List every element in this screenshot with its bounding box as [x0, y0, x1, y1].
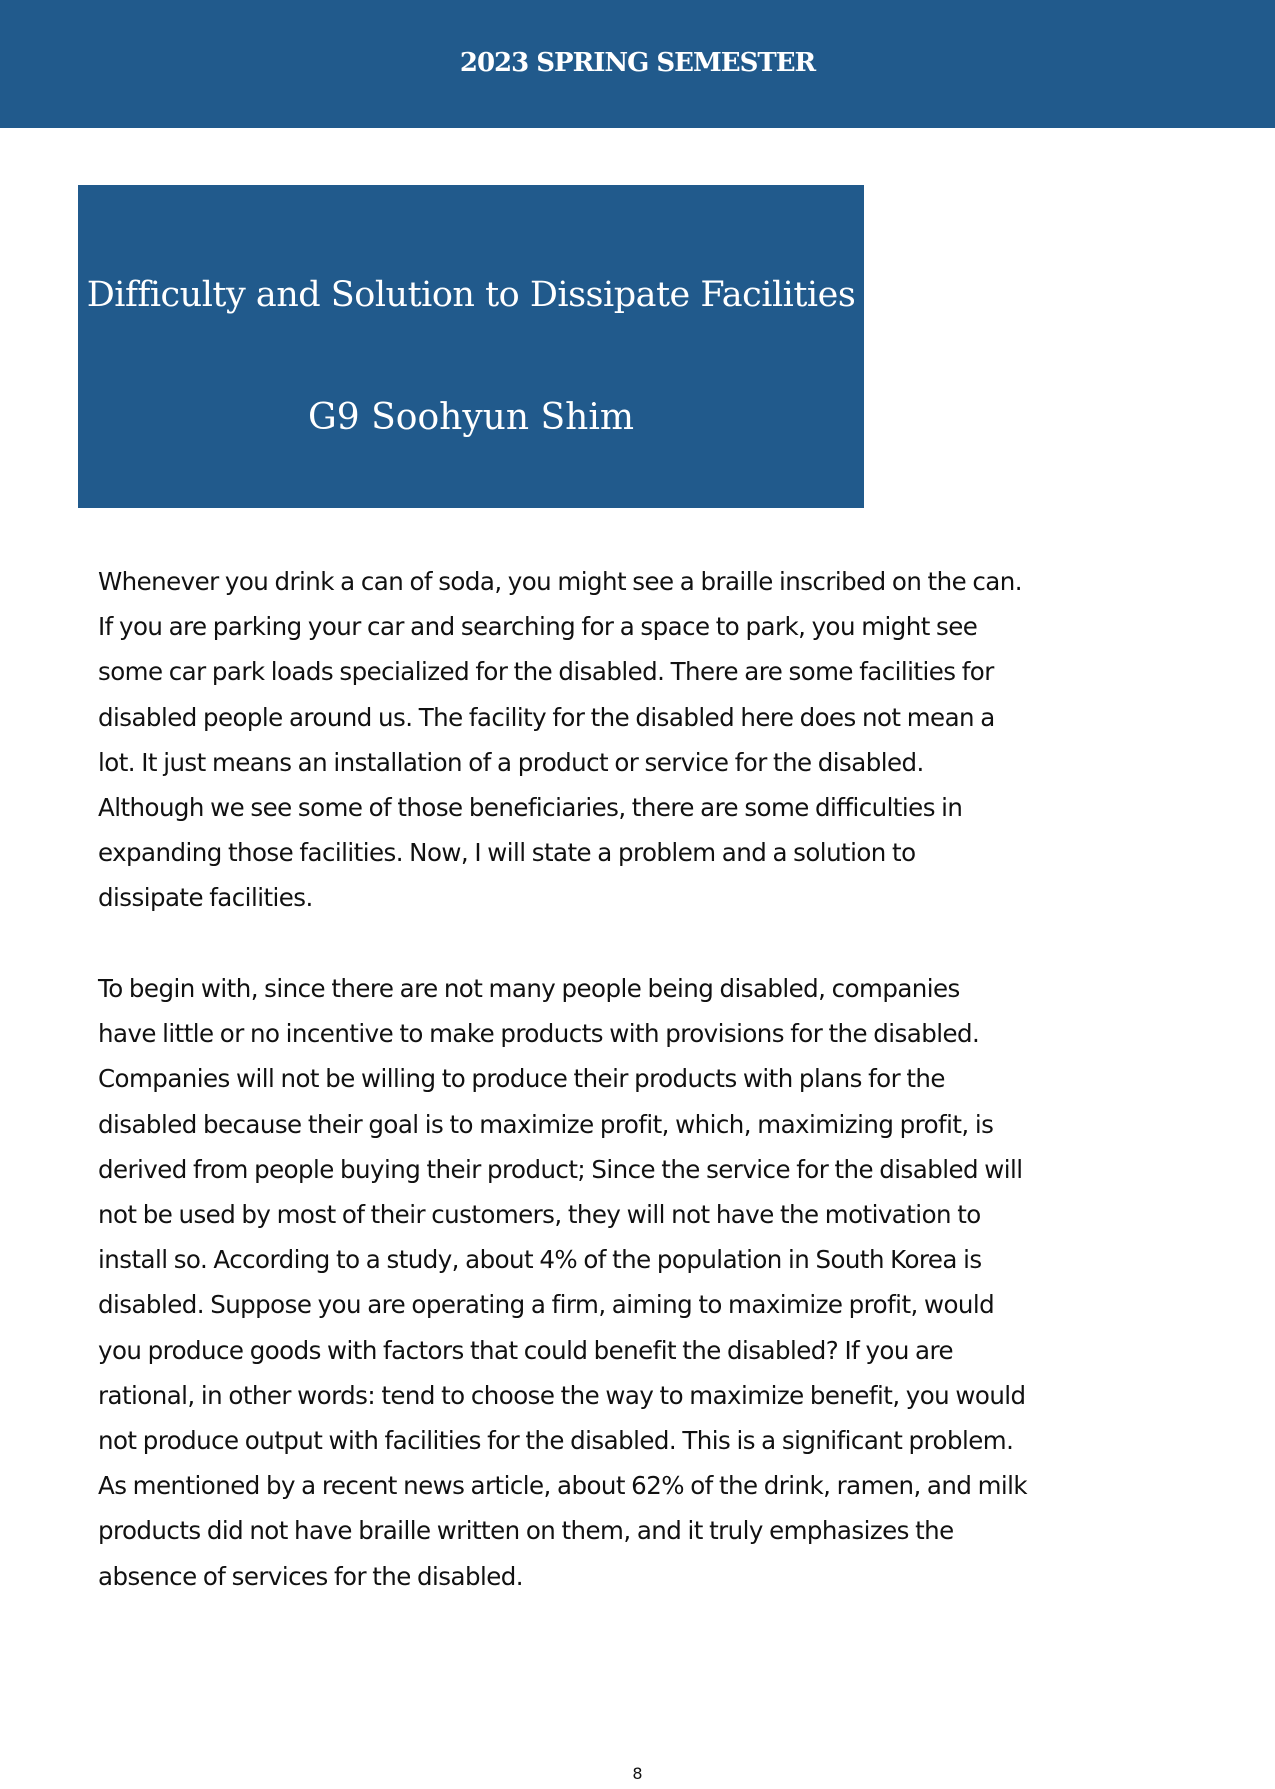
article-author: G9 Soohyun Shim [308, 397, 634, 438]
semester-heading: 2023 SPRING SEMESTER [459, 48, 816, 78]
article-title: Difficulty and Solution to Dissipate Facilities [86, 275, 856, 315]
top-banner [0, 0, 1275, 128]
title-box [78, 185, 864, 508]
page-number: 8 [632, 1764, 643, 1783]
problem-paragraph: To begin with, since there are not many people being disabled, companies have little or no incentive to make products with provisions for the disabled. Companies will not be willing to produce their products with plans for the disabled because their goal is to maximize profit, which, maximizing profit, is derived from people buying their product; Since the service for the disabled will not be used by most of their customers, they will not have the motivation to install so. According to a study, about 4% of the population in South Korea is disabled. Suppose you are operating a firm, aiming to maximize profit, would you produce goods with factors that could benefit the disabled? If you are rational, in other words: tend to choose the way to maximize benefit, you would not produce output with facilities for the disabled. This is a significant problem. As mentioned by a recent news article, about 62% of the drink, ramen, and milk products did not have braille written on them, and it truly emphasizes the absence of services for the disabled. [98, 974, 1028, 1591]
intro-paragraph: Whenever you drink a can of soda, you might see a braille inscribed on the can. If you are parking your car and searching for a space to park, you might see some car park loads specialized for the disabled. There are some facilities for disabled people around us. The facility for the disabled here does not mean a lot. It just means an installation of a product or service for the disabled. Although we see some of those beneficiaries, there are some difficulties in expanding those facilities. Now, I will state a problem and a solution to dissipate facilities. [98, 567, 1022, 913]
